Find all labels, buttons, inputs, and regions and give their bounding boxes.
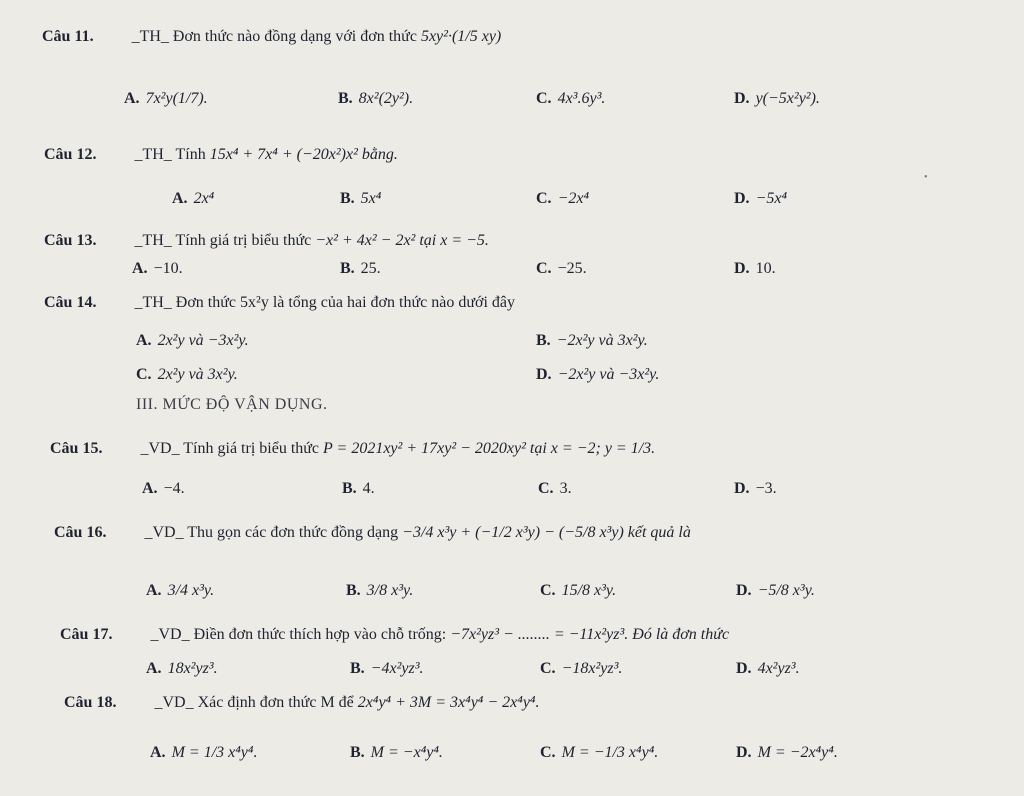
- question-number: Câu 17.: [60, 626, 113, 643]
- question-17: [60, 626, 729, 644]
- question-number: Câu 14.: [44, 294, 97, 311]
- question-tag: _VD_: [154, 694, 194, 711]
- question-11: [42, 28, 501, 46]
- option-d[interactable]: D. 4x²yz³.: [736, 660, 800, 677]
- option-b[interactable]: B. 4.: [342, 480, 375, 497]
- option-c[interactable]: C. 3.: [538, 480, 572, 497]
- question-number: Câu 15.: [50, 440, 103, 457]
- option-a[interactable]: A. 3/4 x³y.: [146, 582, 215, 599]
- option-b[interactable]: B. 5x⁴: [340, 190, 382, 207]
- question-tag: _TH_: [134, 146, 172, 163]
- question-text: Xác định đơn thức M để: [197, 694, 354, 711]
- option-c[interactable]: C. −2x⁴: [536, 190, 590, 207]
- option-b[interactable]: B. 8x²(2y²).: [338, 90, 414, 107]
- option-b[interactable]: B. 25.: [340, 260, 381, 277]
- option-b[interactable]: B. −4x²yz³.: [350, 660, 424, 677]
- question-text: Điền đơn thức thích hợp vào chỗ trống:: [193, 626, 447, 643]
- option-c[interactable]: C. −25.: [536, 260, 587, 277]
- question-15: [50, 440, 655, 458]
- option-a[interactable]: A. 2x⁴: [172, 190, 215, 207]
- option-c[interactable]: C. 4x³.6y³.: [536, 90, 606, 107]
- question-number: Câu 16.: [54, 524, 107, 541]
- question-tag: _VD_: [150, 626, 190, 643]
- question-number: Câu 12.: [44, 146, 97, 163]
- option-a[interactable]: A. 2x²y và −3x²y.: [136, 332, 249, 349]
- option-c[interactable]: C. −18x²yz³.: [540, 660, 623, 677]
- question-tag: _TH_: [134, 232, 172, 249]
- option-b[interactable]: B. M = −x⁴y⁴.: [350, 744, 443, 761]
- question-number: Câu 18.: [64, 694, 117, 711]
- question-math: −x² + 4x² − 2x² tại x = −5.: [315, 232, 489, 249]
- option-a[interactable]: A. 18x²yz³.: [146, 660, 218, 677]
- section-heading: III. MỨC ĐỘ VẬN DỤNG.: [136, 396, 328, 413]
- question-13: [44, 232, 489, 250]
- question-text: Thu gọn các đơn thức đồng dạng: [187, 524, 399, 541]
- option-d[interactable]: D. M = −2x⁴y⁴.: [736, 744, 838, 761]
- question-text: Đơn thức nào đồng dạng với đơn thức: [172, 28, 417, 45]
- option-a[interactable]: A. −10.: [132, 260, 183, 277]
- question-text: Tính giá trị biểu thức: [183, 440, 320, 457]
- question-12: [44, 146, 398, 164]
- option-a[interactable]: A. −4.: [142, 480, 185, 497]
- option-c[interactable]: C. M = −1/3 x⁴y⁴.: [540, 744, 659, 761]
- question-number: Câu 11.: [42, 28, 94, 45]
- question-16: [54, 524, 691, 542]
- question-18: [64, 694, 539, 712]
- question-tag: _VD_: [144, 524, 184, 541]
- question-math: −7x²yz³ − ........ = −11x²yz³. Đó là đơn thức: [450, 626, 730, 643]
- option-c[interactable]: C. 2x²y và 3x²y.: [136, 366, 238, 383]
- question-text: Tính: [175, 146, 206, 163]
- option-d[interactable]: D. 10.: [734, 260, 776, 277]
- option-a[interactable]: A. M = 1/3 x⁴y⁴.: [150, 744, 258, 761]
- option-d[interactable]: D. y(−5x²y²).: [734, 90, 820, 107]
- option-c[interactable]: C. 15/8 x³y.: [540, 582, 617, 599]
- question-math: 2x⁴y⁴ + 3M = 3x⁴y⁴ − 2x⁴y⁴.: [357, 694, 540, 711]
- question-math: −3/4 x³y + (−1/2 x³y) − (−5/8 x³y) kết quả là: [402, 524, 691, 541]
- option-d[interactable]: D. −3.: [734, 480, 777, 497]
- question-math: P = 2021xy² + 17xy² − 2020xy² tại x = −2; y = 1/3.: [323, 440, 656, 457]
- question-math: 5xy²·(1/5 xy): [420, 28, 502, 45]
- option-d[interactable]: D. −5/8 x³y.: [736, 582, 815, 599]
- option-a[interactable]: A. 7x²y(1/7).: [124, 90, 208, 107]
- question-tag: _VD_: [140, 440, 180, 457]
- question-tag: _TH_: [134, 294, 172, 311]
- question-number: Câu 13.: [44, 232, 97, 249]
- question-text: Tính giá trị biểu thức: [175, 232, 312, 249]
- question-14: [44, 294, 515, 312]
- question-text: Đơn thức 5x²y là tổng của hai đơn thức nào dưới đây: [175, 294, 516, 311]
- option-d[interactable]: D. −5x⁴: [734, 190, 788, 207]
- option-b[interactable]: B. −2x²y và 3x²y.: [536, 332, 648, 349]
- option-d[interactable]: D. −2x²y và −3x²y.: [536, 366, 660, 383]
- stray-mark: •: [924, 172, 928, 183]
- option-b[interactable]: B. 3/8 x³y.: [346, 582, 414, 599]
- question-math: 15x⁴ + 7x⁴ + (−20x²)x² bằng.: [209, 146, 398, 163]
- question-tag: _TH_: [131, 28, 169, 45]
